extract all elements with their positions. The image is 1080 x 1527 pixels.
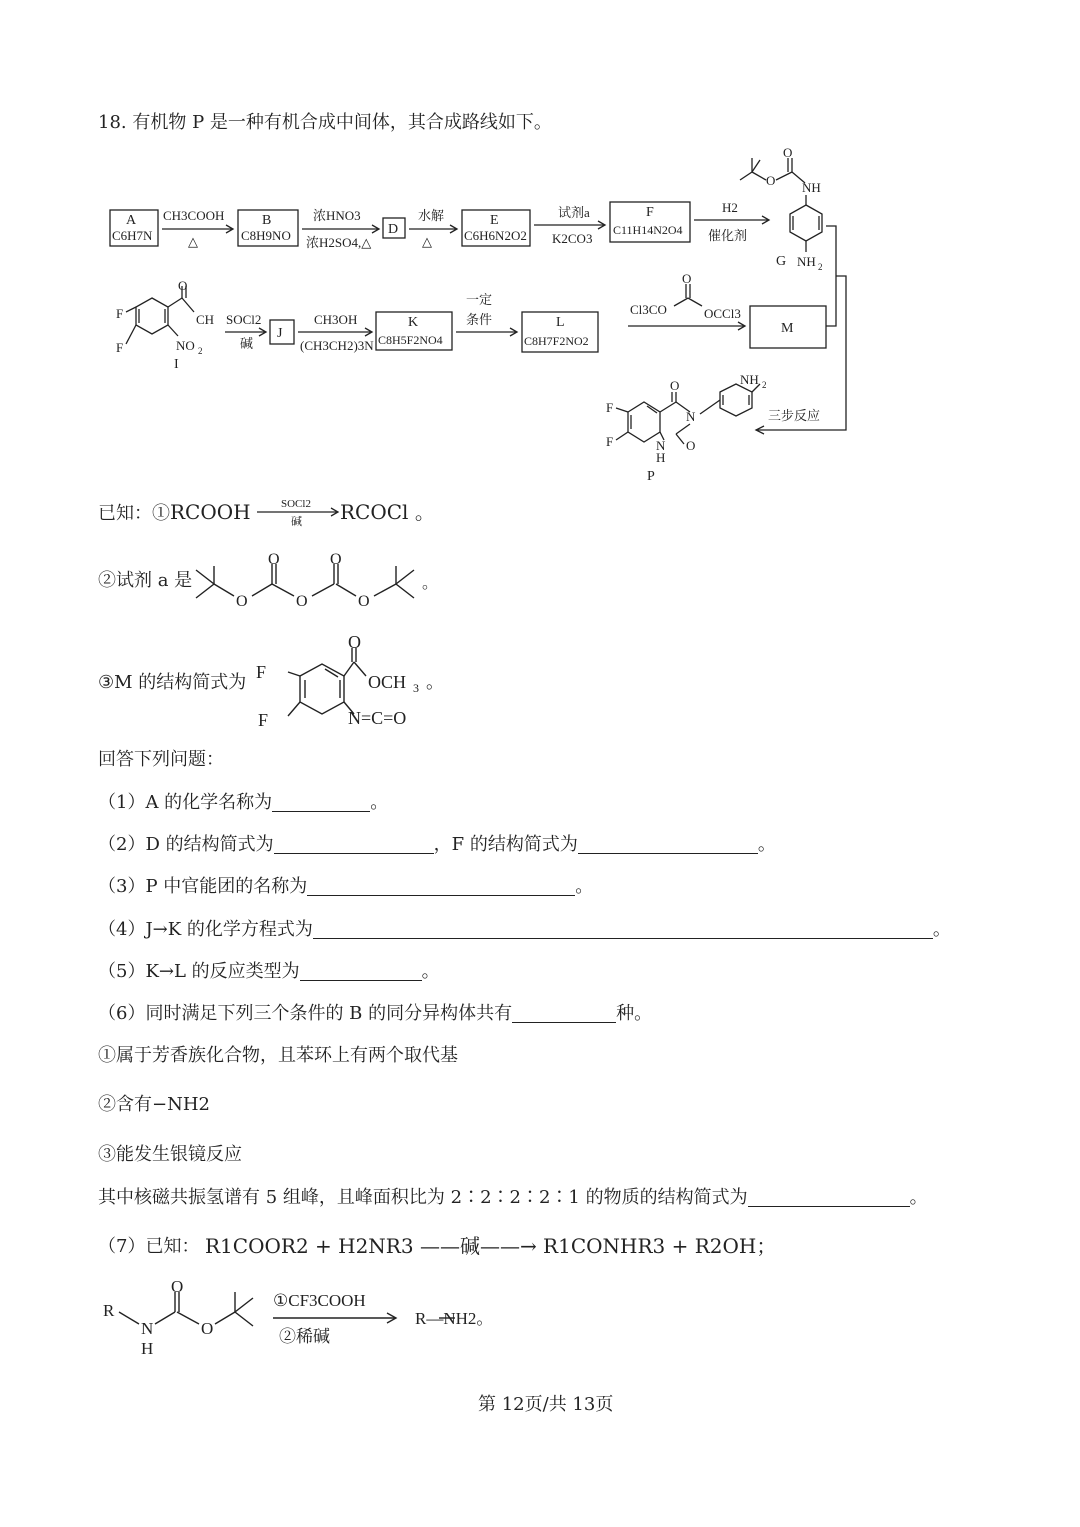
cond-JK-bot: (CH3CH2)3N — [300, 338, 374, 353]
formula-A: C6H7N — [112, 228, 153, 243]
svg-text:碱: 碱 — [291, 516, 302, 528]
cond-EF-bot: K2CO3 — [552, 231, 593, 246]
svg-text:2: 2 — [198, 346, 203, 356]
cond-DE-bot: △ — [422, 234, 432, 249]
question-6: （6）同时满足下列三个条件的 B 的同分异构体共有 种。 — [98, 1003, 653, 1024]
label-L: L — [556, 315, 565, 330]
label-A: A — [126, 213, 137, 228]
svg-text:H: H — [141, 1339, 154, 1358]
label-I: I — [174, 357, 179, 372]
svg-text:O: O — [296, 593, 308, 610]
svg-text:2: 2 — [818, 262, 823, 272]
cond-JK-top: CH3OH — [314, 312, 358, 327]
cond-FG-bot: 催化剂 — [708, 228, 748, 243]
svg-text:O: O — [686, 438, 696, 453]
svg-text:①CF3COOH: ①CF3COOH — [273, 1291, 366, 1310]
questions-intro: 回答下列问题： — [98, 749, 224, 770]
condition-2: ②含有−NH2 — [98, 1094, 210, 1115]
label-K: K — [408, 315, 419, 330]
svg-text:N: N — [141, 1319, 154, 1338]
answer-blank-5[interactable] — [300, 962, 422, 981]
svg-text:O: O — [348, 632, 361, 652]
question-1: （1）A 的化学名称为 。 — [98, 792, 389, 813]
cond-BD-top: 浓HNO3 — [313, 208, 361, 223]
page-footer: 第 12页/共 13页 — [478, 1394, 614, 1415]
reagent-a-structure — [190, 548, 440, 614]
cond-P: 三步反应 — [768, 408, 821, 423]
svg-text:NH: NH — [740, 372, 759, 387]
svg-text:O: O — [682, 271, 692, 286]
svg-text:②稀碱: ②稀碱 — [279, 1327, 330, 1346]
reagent-M-left: Cl3CO — [630, 302, 667, 317]
cond-KL-top: 一定 — [466, 292, 493, 307]
label-M: M — [781, 321, 794, 336]
svg-text:F: F — [256, 662, 267, 682]
svg-text:O: O — [268, 551, 280, 568]
answer-blank-4[interactable] — [313, 920, 933, 939]
m-structure — [250, 632, 450, 732]
answer-blank-2b[interactable] — [578, 835, 758, 854]
label-E: E — [490, 213, 499, 228]
question-7: （7）已知： — [98, 1236, 200, 1257]
condition-4: 其中核磁共振氢谱有 5 组峰，且峰面积比为 2∶2∶2∶2∶1 的物质的结构简式为 。 — [98, 1187, 928, 1208]
answer-blank-6[interactable] — [512, 1004, 616, 1023]
svg-text:O: O — [236, 593, 248, 610]
formula-E: C6H6N2O2 — [464, 228, 527, 243]
svg-text:N: N — [686, 409, 696, 424]
svg-text:F: F — [116, 306, 124, 321]
known-1: 已知：①RCOOH — [98, 500, 251, 524]
svg-text:N=C=O: N=C=O — [348, 708, 407, 728]
cond-AB-bot: △ — [188, 234, 198, 249]
question-2: （2）D 的结构简式为 ，F 的结构简式为 。 — [98, 834, 776, 855]
known-2: ②试剂 a 是 — [98, 570, 193, 591]
cond-FG-top: H2 — [722, 200, 738, 215]
cond-DE-top: 水解 — [418, 208, 445, 223]
label-G: G — [776, 254, 787, 269]
label-B: B — [262, 213, 272, 228]
known-3: ③M 的结构简式为 — [98, 672, 247, 693]
known-1-product: RCOCl 。 — [340, 500, 435, 524]
svg-text:NH: NH — [802, 180, 821, 195]
answer-blank-2a[interactable] — [274, 835, 434, 854]
q7-equation: R1COOR2 + H2NR3 ——碱——→ R1CONHR3 + R2OH； — [205, 1234, 777, 1258]
svg-text:H: H — [656, 450, 666, 465]
condition-3: ③能发生银镜反应 — [98, 1144, 242, 1165]
svg-text:2: 2 — [762, 380, 767, 390]
svg-text:SOCl2: SOCl2 — [281, 498, 311, 510]
svg-text:CH: CH — [196, 312, 215, 327]
svg-text:。: 。 — [422, 575, 439, 592]
question-title: 18. 有机物 P 是一种有机合成中间体，其合成路线如下。 — [98, 112, 552, 133]
cond-EF-top: 试剂a — [558, 205, 590, 220]
svg-text:O: O — [766, 173, 776, 188]
svg-text:。: 。 — [426, 672, 444, 692]
label-P: P — [647, 469, 655, 484]
label-J: J — [277, 326, 283, 341]
svg-text:O: O — [330, 551, 342, 568]
svg-text:OCH: OCH — [368, 672, 407, 692]
svg-text:R—NH2。: R—NH2。 — [415, 1309, 494, 1328]
svg-text:NO: NO — [176, 338, 195, 353]
answer-blank-1[interactable] — [272, 793, 370, 812]
question-4: （4）J→K 的化学方程式为 。 — [98, 919, 951, 940]
svg-text:F: F — [606, 434, 614, 449]
formula-F: C11H14N2O4 — [613, 223, 683, 237]
svg-text:N: N — [656, 438, 666, 453]
label-F: F — [646, 205, 654, 220]
svg-text:F: F — [606, 400, 614, 415]
known-1-arrow — [255, 494, 345, 528]
svg-text:F: F — [258, 710, 269, 730]
reagent-M-right: OCCl3 — [704, 306, 741, 321]
svg-text:O: O — [201, 1319, 214, 1338]
formula-L: C8H7F2NO2 — [524, 334, 589, 348]
cond-AB-top: CH3COOH — [163, 208, 225, 223]
condition-1: ①属于芳香族化合物，且苯环上有两个取代基 — [98, 1045, 458, 1066]
question-5: （5）K→L 的反应类型为 。 — [98, 961, 440, 982]
svg-text:O: O — [178, 278, 188, 293]
svg-text:O: O — [171, 1277, 184, 1296]
cond-IJ-bot: 碱 — [240, 336, 254, 351]
svg-text:O: O — [783, 145, 793, 160]
svg-text:NH: NH — [797, 254, 816, 269]
cond-KL-bot: 条件 — [466, 312, 493, 327]
cond-BD-bot: 浓H2SO4,△ — [306, 235, 372, 250]
svg-text:3: 3 — [413, 681, 419, 695]
label-D: D — [388, 222, 399, 237]
svg-text:R: R — [103, 1301, 115, 1320]
svg-text:O: O — [358, 593, 370, 610]
question-3: （3）P 中官能团的名称为 。 — [98, 876, 594, 897]
answer-blank-6b[interactable] — [748, 1188, 910, 1207]
svg-text:F: F — [116, 340, 124, 355]
formula-K: C8H5F2NO4 — [378, 333, 443, 347]
cond-IJ-top: SOCl2 — [226, 312, 262, 327]
q7-deprotection-scheme — [95, 1276, 535, 1366]
answer-blank-3[interactable] — [307, 877, 575, 896]
formula-B: C8H9NO — [241, 228, 291, 243]
svg-text:O: O — [670, 378, 680, 393]
